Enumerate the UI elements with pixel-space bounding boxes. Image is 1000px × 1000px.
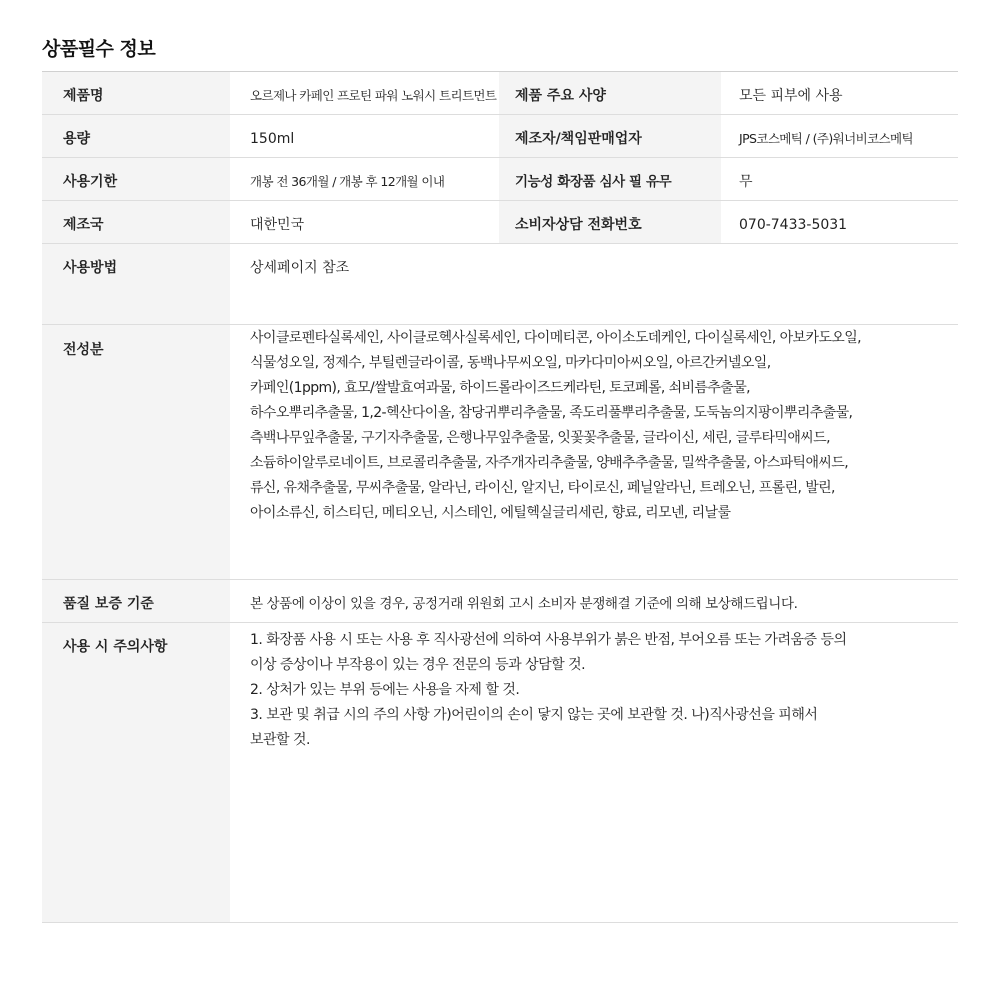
product-info-table [42,71,958,923]
page-title: 상품필수 정보 [42,38,156,60]
label-main-spec: 제품 주요 사양 [499,72,721,114]
table-row-expiry [42,158,958,201]
label-quality: 품질 보증 기준 [42,580,230,622]
label-usage: 사용방법 [42,244,230,324]
label-customer-phone: 소비자상담 전화번호 [499,201,721,243]
value-quality: 본 상품에 이상이 있을 경우, 공정거래 위원회 고시 소비자 분쟁해결 기준에 의해 보상해드립니다. [250,596,798,612]
value-volume: 150ml [250,131,295,147]
value-country: 대한민국 [250,217,305,233]
value-main-spec: 모든 피부에 사용 [739,88,843,104]
value-customer-phone: 070-7433-5031 [739,217,848,233]
label-ingredients: 전성분 [42,325,230,579]
value-product-name: 오르제나 카페인 프로틴 파워 노워시 트리트먼트 [250,88,497,103]
table-row-usage [42,244,958,325]
table-row-caution [42,623,958,923]
label-manufacturer: 제조자/책임판매업자 [499,115,721,157]
label-volume: 용량 [42,115,230,157]
label-country: 제조국 [42,201,230,243]
table-row-volume [42,115,958,158]
label-caution: 사용 시 주의사항 [42,623,230,922]
value-functional-review: 무 [739,174,753,190]
value-ingredients: 사이클로펜타실록세인, 사이클로헥사실록세인, 다이메티콘, 아이소도데케인, 다이실록세인, 아보카도오일, 식물성오일, 정제수, 부틸렌글라이콜, 동백나무씨오일, 마카다미아씨오일, 아르간커넬오일, 카페인(1ppm), 효모/쌀발효여과물, 하이드롤라이즈드케라틴, 토코페롤, 쇠비름추출물, 하수오뿌리추출물, 1,2-헥산다이올, 참당귀뿌리추출물, 족도리풀뿌리추출물, 도둑놈의지팡이뿌리추출물, 측백나무잎추출물, 구기자추출물, 은행나무잎추출물, 잇꽃꽃추출물, 글라이신, 세린, 글루타믹애씨드, 소듐하이알루로네이트, 브로콜리추출물, 자주개자리추출물, 양배추추출물, 밀싹추출물, 아스파틱애씨드, 류신, 유채추출물, 무씨추출물, 알라닌, 라이신, 알지닌, 타이로신, 페닐알라닌, 트레오닌, 프롤린, 발린, 아이소류신, 히스티딘, 메티오닌, 시스테인, 에틸헥실글리세린, 향료, 리모넨, 리날룰 [250,330,862,521]
label-functional-review: 기능성 화장품 심사 필 유무 [499,158,721,200]
label-product-name: 제품명 [42,72,230,114]
table-row-ingredients [42,325,958,580]
value-expiry: 개봉 전 36개월 / 개봉 후 12개월 이내 [250,174,445,189]
value-caution: 1. 화장품 사용 시 또는 사용 후 직사광선에 의하여 사용부위가 붉은 반점, 부어오름 또는 가려움증 등의 이상 증상이나 부작용이 있는 경우 전문의 등과 상담할 것. 2. 상처가 있는 부위 등에는 사용을 자제 할 것. 3. 보관 및 취급 시의 주의 사항 가)어린이의 손이 닿지 않는 곳에 보관할 것. 나)직사광선을 피해서 보관할 것. [250,632,847,748]
value-usage: 상세페이지 참조 [250,260,350,276]
table-row-quality [42,580,958,623]
value-manufacturer: JPS코스메틱 / (주)워너비코스메틱 [739,131,913,146]
label-expiry: 사용기한 [42,158,230,200]
table-row-country [42,201,958,244]
table-row-product-name [42,72,958,115]
